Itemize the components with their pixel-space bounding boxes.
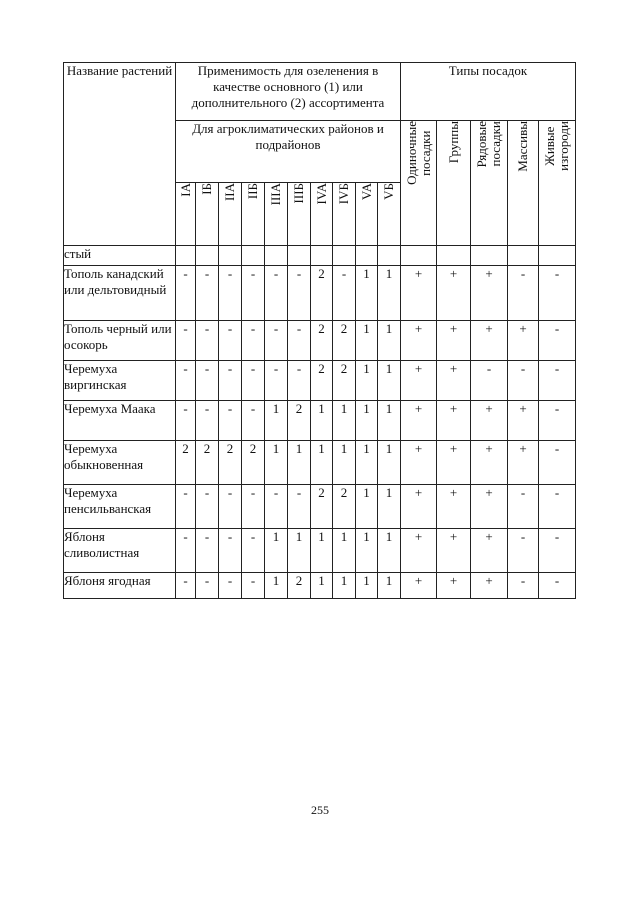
- region-value-cell: 1: [378, 321, 401, 361]
- region-value-cell: -: [219, 529, 242, 573]
- region-code-label: IIA: [222, 183, 237, 202]
- planting-type-cell: -: [508, 485, 539, 529]
- region-code-label: IA: [177, 183, 193, 197]
- planting-type-cell: -: [471, 361, 508, 401]
- region-value-cell: 1: [288, 529, 311, 573]
- region-value-cell: 2: [311, 485, 333, 529]
- type-label-line: посадки: [417, 130, 433, 176]
- region-value-cell: 1: [378, 529, 401, 573]
- region-value-cell: [311, 246, 333, 266]
- region-value-cell: -: [288, 321, 311, 361]
- type-label-line: Рядовые: [474, 121, 489, 168]
- region-value-cell: -: [176, 485, 196, 529]
- region-value-cell: [333, 246, 356, 266]
- planting-type-cell: -: [508, 361, 539, 401]
- planting-type-cell: -: [508, 266, 539, 321]
- header-plant-types: Типы посадок: [401, 63, 576, 121]
- planting-type-cell: [508, 246, 539, 266]
- region-value-cell: 1: [265, 529, 288, 573]
- planting-type-cell: -: [539, 441, 576, 485]
- region-value-cell: -: [176, 401, 196, 441]
- region-value-cell: -: [219, 266, 242, 321]
- plant-name-cell: Яблоня ягодная: [64, 573, 176, 599]
- planting-type-cell: +: [471, 266, 508, 321]
- region-value-cell: 2: [333, 361, 356, 401]
- region-value-cell: -: [219, 321, 242, 361]
- planting-type-cell: +: [401, 529, 437, 573]
- region-value-cell: 1: [378, 401, 401, 441]
- region-code-label: IIIA: [268, 183, 283, 206]
- planting-type-cell: +: [401, 321, 437, 361]
- region-value-cell: 2: [288, 401, 311, 441]
- header-applicability: Применимость для озеленения в качестве основного (1) или дополнительного (2) ассортимента: [176, 63, 401, 121]
- region-value-cell: -: [333, 266, 356, 321]
- region-value-cell: -: [196, 485, 219, 529]
- region-value-cell: -: [196, 321, 219, 361]
- region-value-cell: 1: [333, 573, 356, 599]
- plant-name-cell: Черемуха виргинская: [64, 361, 176, 401]
- region-value-cell: 2: [311, 266, 333, 321]
- region-value-cell: -: [219, 401, 242, 441]
- planting-type-cell: [437, 246, 471, 266]
- planting-type-cell: +: [401, 441, 437, 485]
- region-value-cell: 2: [288, 573, 311, 599]
- planting-type-cell: -: [508, 529, 539, 573]
- region-value-cell: 2: [333, 321, 356, 361]
- region-code-header: [356, 183, 378, 246]
- region-value-cell: 1: [378, 266, 401, 321]
- region-value-cell: 2: [242, 441, 265, 485]
- table-row: [64, 401, 576, 441]
- planting-type-cell: +: [437, 441, 471, 485]
- region-value-cell: -: [288, 361, 311, 401]
- planting-type-cell: +: [437, 361, 471, 401]
- region-value-cell: 1: [311, 529, 333, 573]
- region-value-cell: -: [265, 321, 288, 361]
- type-label-line: Живые: [542, 126, 557, 166]
- region-value-cell: -: [288, 485, 311, 529]
- region-code-label: IIIБ: [291, 183, 306, 204]
- region-value-cell: 1: [265, 441, 288, 485]
- planting-type-cell: [471, 246, 508, 266]
- plants-table: [63, 62, 576, 599]
- planting-type-cell: -: [508, 573, 539, 599]
- region-value-cell: -: [196, 361, 219, 401]
- region-value-cell: [176, 246, 196, 266]
- plant-name-cell: Черемуха Маака: [64, 401, 176, 441]
- region-value-cell: 1: [356, 266, 378, 321]
- page-number: 255: [311, 803, 329, 817]
- planting-type-cell: -: [539, 573, 576, 599]
- plant-name-cell: Черемуха обыкновенная: [64, 441, 176, 485]
- planting-type-cell: +: [437, 485, 471, 529]
- region-value-cell: -: [265, 485, 288, 529]
- planting-type-cell: +: [401, 485, 437, 529]
- planting-type-cell: +: [437, 529, 471, 573]
- region-value-cell: -: [242, 401, 265, 441]
- region-value-cell: -: [242, 361, 265, 401]
- table-row: [64, 573, 576, 599]
- type-label-line: Группы: [445, 121, 461, 164]
- region-value-cell: -: [176, 361, 196, 401]
- region-code-label: IVБ: [336, 183, 351, 205]
- region-value-cell: 1: [265, 573, 288, 599]
- region-code-header: [176, 183, 196, 246]
- planting-type-cell: [401, 246, 437, 266]
- region-code-label: VБ: [381, 183, 396, 200]
- table-row: [64, 529, 576, 573]
- region-value-cell: 1: [288, 441, 311, 485]
- region-value-cell: 1: [356, 321, 378, 361]
- region-value-cell: -: [288, 266, 311, 321]
- planting-type-cell: -: [539, 485, 576, 529]
- planting-type-cell: +: [471, 321, 508, 361]
- planting-type-cell: -: [539, 361, 576, 401]
- header-type-hedges: [539, 121, 576, 246]
- region-value-cell: 2: [311, 321, 333, 361]
- table-row: [64, 361, 576, 401]
- planting-type-cell: -: [539, 529, 576, 573]
- planting-type-cell: +: [437, 266, 471, 321]
- region-value-cell: 1: [378, 441, 401, 485]
- region-value-cell: -: [219, 485, 242, 529]
- region-value-cell: -: [242, 573, 265, 599]
- region-value-cell: 2: [311, 361, 333, 401]
- table-row: [64, 321, 576, 361]
- region-code-label: IIБ: [245, 183, 260, 200]
- planting-type-cell: -: [539, 266, 576, 321]
- region-value-cell: 2: [176, 441, 196, 485]
- planting-type-cell: +: [437, 401, 471, 441]
- region-value-cell: 1: [311, 573, 333, 599]
- planting-type-cell: [539, 246, 576, 266]
- region-code-header: [288, 183, 311, 246]
- region-value-cell: -: [196, 529, 219, 573]
- type-label-line: посадки: [488, 121, 503, 167]
- planting-type-cell: +: [437, 573, 471, 599]
- region-value-cell: [265, 246, 288, 266]
- region-value-cell: [378, 246, 401, 266]
- type-label-line: изгороди: [556, 121, 571, 171]
- region-value-cell: -: [242, 529, 265, 573]
- region-value-cell: -: [196, 401, 219, 441]
- region-value-cell: 1: [311, 441, 333, 485]
- planting-type-cell: +: [471, 401, 508, 441]
- header-regions: Для агроклиматических районов и подрайонов: [176, 121, 401, 183]
- region-value-cell: -: [176, 321, 196, 361]
- region-value-cell: 1: [356, 573, 378, 599]
- region-value-cell: 1: [265, 401, 288, 441]
- region-code-header: [219, 183, 242, 246]
- region-value-cell: [219, 246, 242, 266]
- region-value-cell: -: [196, 266, 219, 321]
- table-row: [64, 266, 576, 321]
- planting-type-cell: +: [471, 441, 508, 485]
- table-row: [64, 485, 576, 529]
- region-code-label: IБ: [199, 183, 214, 195]
- plant-name-cell: Тополь канадский или дельтовидный: [64, 266, 176, 321]
- header-type-rows: [471, 121, 508, 246]
- region-value-cell: -: [176, 529, 196, 573]
- planting-type-cell: +: [471, 485, 508, 529]
- region-value-cell: 1: [378, 573, 401, 599]
- planting-type-cell: +: [508, 321, 539, 361]
- region-value-cell: 1: [333, 401, 356, 441]
- region-code-label: IVA: [313, 183, 329, 205]
- planting-type-cell: +: [401, 266, 437, 321]
- region-value-cell: -: [219, 361, 242, 401]
- planting-type-cell: +: [508, 401, 539, 441]
- region-value-cell: 2: [196, 441, 219, 485]
- region-value-cell: 1: [356, 441, 378, 485]
- region-value-cell: 1: [356, 361, 378, 401]
- region-value-cell: 1: [333, 441, 356, 485]
- planting-type-cell: +: [401, 361, 437, 401]
- region-value-cell: 1: [356, 401, 378, 441]
- header-plant-name: Название растений: [64, 63, 176, 246]
- type-label-line: Одиночные: [403, 121, 419, 185]
- header-type-groups: [437, 121, 471, 246]
- region-value-cell: -: [265, 361, 288, 401]
- region-code-header: [378, 183, 401, 246]
- header-type-single: [401, 121, 437, 246]
- region-value-cell: [196, 246, 219, 266]
- type-label-line: Массивы: [515, 121, 530, 172]
- region-value-cell: -: [242, 266, 265, 321]
- region-code-header: [311, 183, 333, 246]
- region-value-cell: 1: [378, 361, 401, 401]
- region-value-cell: -: [265, 266, 288, 321]
- region-value-cell: -: [196, 573, 219, 599]
- region-code-header: [265, 183, 288, 246]
- region-value-cell: 1: [333, 529, 356, 573]
- planting-type-cell: +: [401, 401, 437, 441]
- table-row: [64, 441, 576, 485]
- region-value-cell: 2: [219, 441, 242, 485]
- region-code-header: [333, 183, 356, 246]
- table-row: [64, 246, 576, 266]
- region-value-cell: 1: [356, 529, 378, 573]
- planting-type-cell: +: [401, 573, 437, 599]
- region-code-label: VA: [358, 183, 374, 201]
- planting-type-cell: -: [539, 321, 576, 361]
- region-value-cell: 1: [378, 485, 401, 529]
- region-value-cell: -: [242, 485, 265, 529]
- region-value-cell: -: [176, 266, 196, 321]
- region-code-header: [242, 183, 265, 246]
- region-value-cell: [356, 246, 378, 266]
- region-value-cell: -: [242, 321, 265, 361]
- plant-name-cell: Яблоня сливолистная: [64, 529, 176, 573]
- planting-type-cell: +: [471, 573, 508, 599]
- plant-name-cell: стый: [64, 246, 176, 266]
- region-value-cell: -: [219, 573, 242, 599]
- region-value-cell: -: [176, 573, 196, 599]
- planting-type-cell: +: [508, 441, 539, 485]
- plant-name-cell: Черемуха пенсильванская: [64, 485, 176, 529]
- region-value-cell: 2: [333, 485, 356, 529]
- region-value-cell: [242, 246, 265, 266]
- planting-type-cell: +: [471, 529, 508, 573]
- planting-type-cell: +: [437, 321, 471, 361]
- header-type-massifs: [508, 121, 539, 246]
- region-value-cell: 1: [356, 485, 378, 529]
- region-code-header: [196, 183, 219, 246]
- region-value-cell: 1: [311, 401, 333, 441]
- region-value-cell: [288, 246, 311, 266]
- planting-type-cell: -: [539, 401, 576, 441]
- plant-name-cell: Тополь черный или осокорь: [64, 321, 176, 361]
